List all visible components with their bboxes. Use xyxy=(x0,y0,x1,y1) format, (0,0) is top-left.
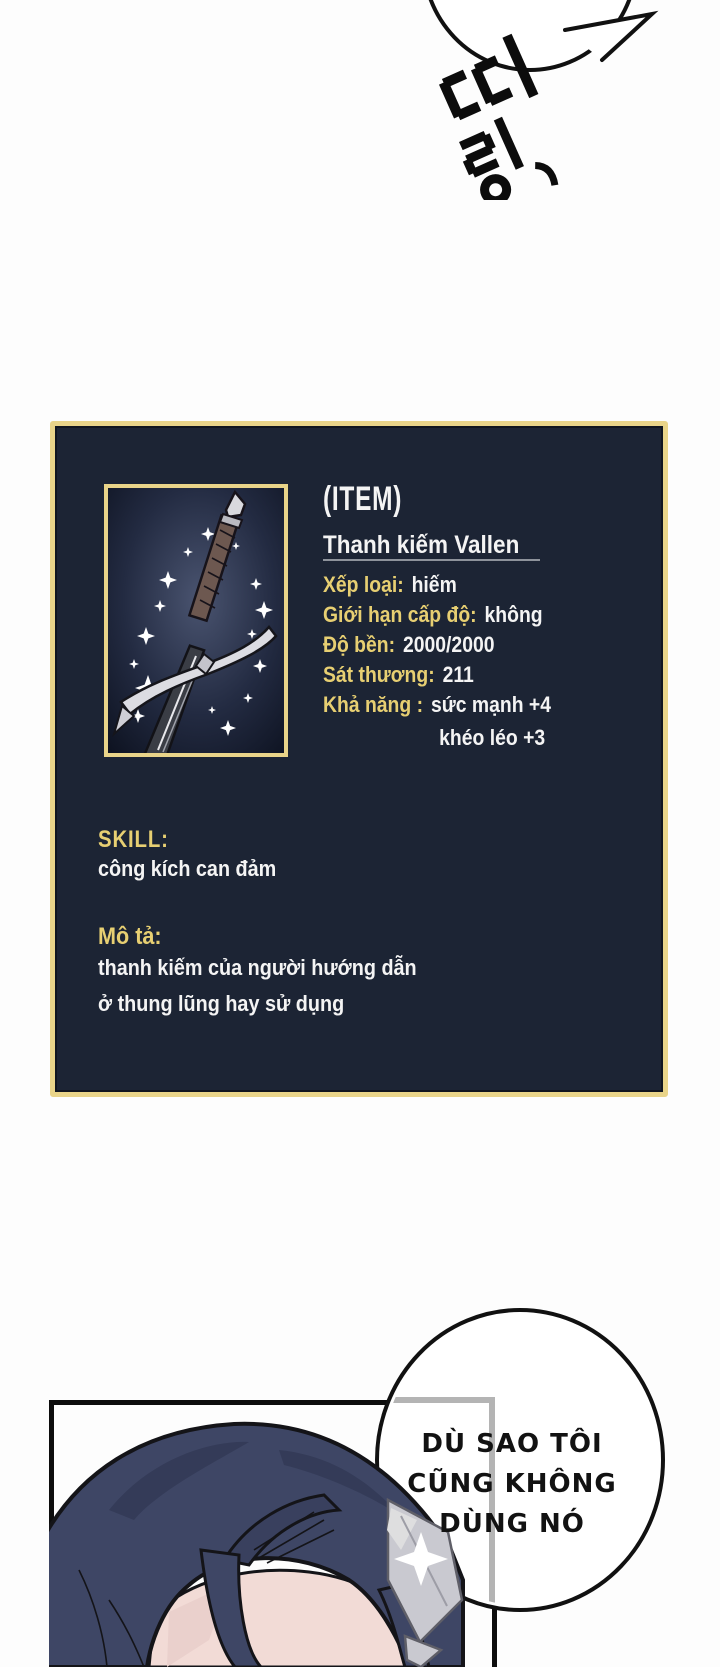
sfx-korean-ding xyxy=(420,25,595,200)
stat-row-durability xyxy=(323,632,613,662)
stat-label: Sát thương: xyxy=(323,662,435,687)
description-label: Mô tả: xyxy=(98,923,162,950)
stat-label: Xếp loại: xyxy=(323,572,404,597)
description-line: thanh kiếm của người hướng dẫn xyxy=(98,955,417,980)
stat-label: Độ bền: xyxy=(323,632,396,657)
stat-row-level-limit xyxy=(323,602,613,632)
stat-value: 211 xyxy=(442,662,474,687)
dialogue-line: DÙ SAO TÔI xyxy=(421,1429,603,1459)
item-info-panel xyxy=(50,421,668,1097)
speech-bubble-text xyxy=(387,1424,637,1544)
stat-value: khéo léo +3 xyxy=(439,725,546,750)
sfx-glyph-tti xyxy=(437,36,534,128)
stat-row-ability xyxy=(323,692,613,722)
stat-value: sức mạnh +4 xyxy=(430,692,551,717)
skill-label: SKILL: xyxy=(98,826,169,853)
sword-illustration xyxy=(108,488,284,753)
stat-row-ability-2 xyxy=(323,725,613,755)
dialogue-line: DÙNG NÓ xyxy=(439,1509,585,1539)
stat-label: Giới hạn cấp độ: xyxy=(323,602,477,627)
stat-value: hiếm xyxy=(411,572,457,597)
stat-value: không xyxy=(484,602,543,627)
stat-value: 2000/2000 xyxy=(402,632,495,657)
dialogue-line: CŨNG KHÔNG xyxy=(407,1469,617,1499)
description-line: ở thung lũng hay sử dụng xyxy=(98,991,345,1016)
item-stats xyxy=(323,572,653,755)
item-name: Thanh kiếm Vallen xyxy=(323,531,520,559)
stat-row-rarity xyxy=(323,572,613,602)
stat-row-damage xyxy=(323,662,613,692)
sfx-glyph-ring xyxy=(457,108,556,200)
item-name-divider xyxy=(323,559,540,561)
skill-value: công kích can đảm xyxy=(98,856,277,881)
item-header: (ITEM) xyxy=(323,480,403,518)
sfx-tail-stroke xyxy=(535,161,556,189)
stat-label: Khả năng : xyxy=(323,692,424,717)
item-image-frame xyxy=(104,484,288,757)
